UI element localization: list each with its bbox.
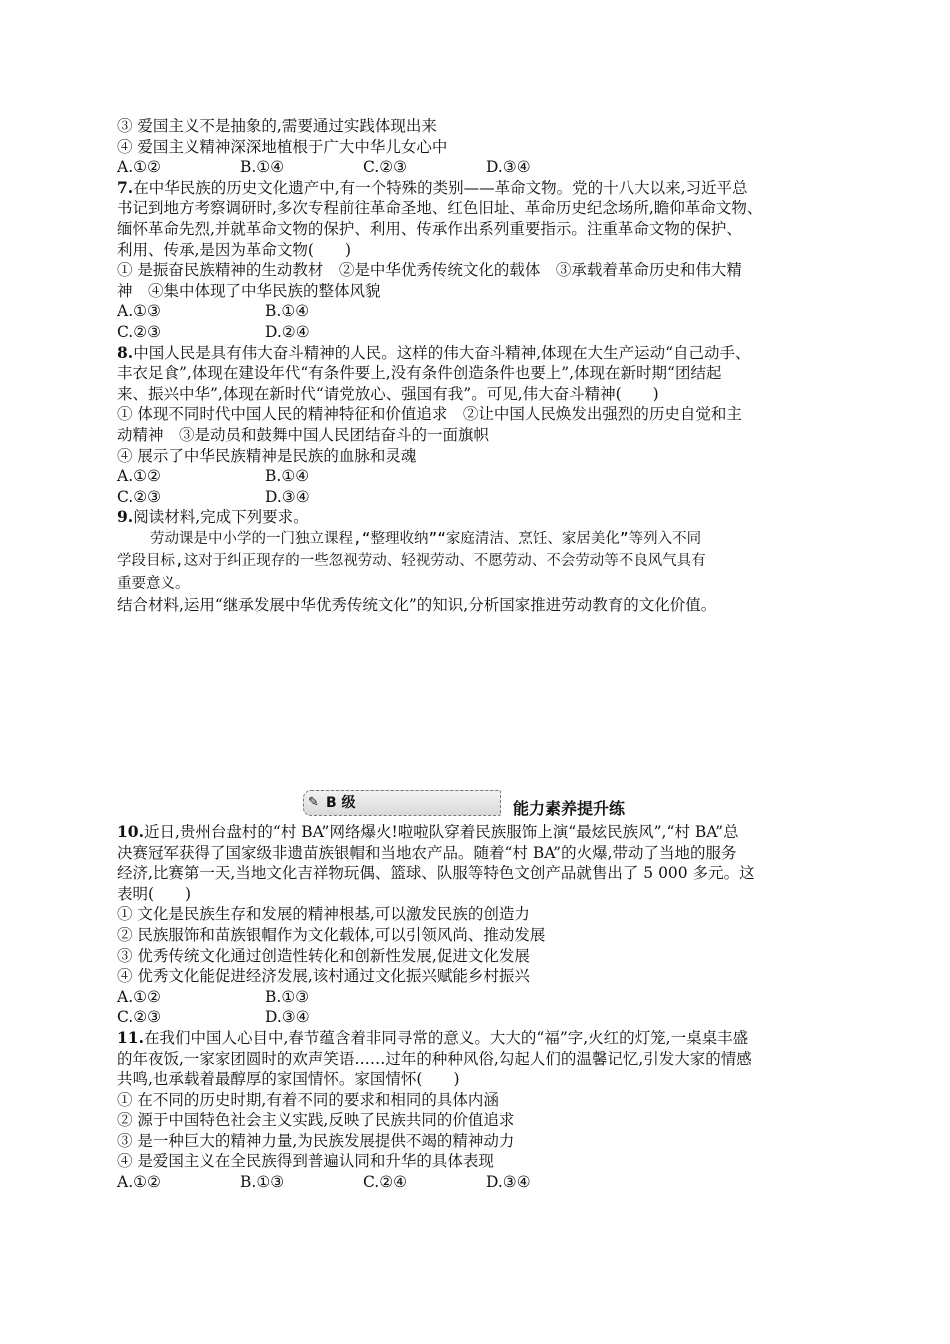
question-text: 在我们中国人心目中,春节蕴含着非同寻常的意义。大大的“福”字,火红的灯笼,一桌桌丰盛 [143,1028,749,1047]
question-10-statement: ① 文化是民族生存和发展的精神根基,可以激发民族的创造力 [117,905,530,924]
option-b: B.①③ [265,987,310,1006]
section-b-header [117,788,833,822]
question-11-statement: ④ 是爱国主义在全民族得到普遍认同和升华的具体表现 [117,1152,494,1171]
material-line: 学段目标,这对于纠正现存的一些忽视劳动、轻视劳动、不愿劳动、不会劳动等不良风气具有 [117,553,706,570]
question-text: 中国人民是具有伟大奋斗精神的人民。这样的伟大奋斗精神,体现在大生产运动“自己动手、 [133,343,751,362]
question-8-statement: ④ 展示了中华民族精神是民族的血脉和灵魂 [117,446,417,465]
question-8-line: 来、振兴中华”,体现在新时代“请党放心、强国有我”。可见,伟大奋斗精神( ) [117,384,659,403]
question-8-line: 丰衣足食”,体现在建设年代“有条件要上,没有条件创造条件也要上”,体现在新时期“团结起 [117,364,722,383]
question-11-line: 共鸣,也承载着最醇厚的家国情怀。家国情怀( ) [117,1070,460,1089]
option-a: A.①② [117,158,161,177]
pencil-icon: ✎ [308,794,319,810]
worksheet-content [117,116,833,1193]
question-text: 阅读材料,完成下列要求。 [133,508,309,527]
answer-options [117,1007,833,1028]
option-d: D.③④ [265,1008,310,1027]
answer-options [117,157,833,178]
question-10-statement: ③ 优秀传统文化通过创造性转化和创新性发展,促进文化发展 [117,946,530,965]
question-9-material [117,528,833,596]
option-b: B.①④ [265,302,310,321]
question-number: 10. [117,821,144,841]
question-9-task: 结合材料,运用“继承发展中华优秀传统文化”的知识,分析国家推进劳动教育的文化价值。 [117,596,717,615]
answer-options [117,322,833,343]
option-b: B.①④ [265,467,310,486]
question-10-line: 表明( ) [117,884,192,903]
question-8-line [117,343,833,364]
question-7-line: 利用、传承,是因为革命文物( ) [117,240,352,259]
question-7-line: 缅怀革命先烈,并就革命文物的保护、利用、传承作出系列重要指示。注重革命文物的保护、 [117,219,742,238]
question-11-statement: ② 源于中国特色社会主义实践,反映了民族共同的价值追求 [117,1111,515,1130]
question-number: 9. [117,507,134,527]
answer-options [117,487,833,508]
material-line: 重要意义。 [117,575,190,592]
question-number: 11. [117,1027,144,1047]
answer-options [117,987,833,1008]
option-d: D.③④ [486,1173,531,1192]
question-11-statement: ① 在不同的历史时期,有着不同的要求和相同的具体内涵 [117,1090,499,1109]
question-7-line [117,178,833,199]
answer-options [117,1172,833,1193]
answer-options [117,466,833,487]
question-number: 8. [117,342,134,362]
question-7-statement: ① 是振奋民族精神的生动教材 ②是中华优秀传统文化的载体 ③承载着革命历史和伟大精 [117,261,742,280]
option-d: D.②④ [265,322,310,341]
answer-space [117,616,833,788]
answer-options [117,301,833,322]
question-10-line [117,822,833,843]
option-c: C.②④ [363,1173,408,1192]
statement-3: ③ 爱国主义不是抽象的,需要通过实践体现出来 [117,117,437,135]
section-b-label: B 级 [326,794,356,811]
option-a: A.①② [117,1173,161,1192]
option-b: B.①③ [240,1173,285,1192]
option-d: D.③④ [486,158,531,177]
question-text: 近日,贵州台盘村的“村 BA”网络爆火!啦啦队穿着民族服饰上演“最炫民族风”,“村 BA”总 [143,822,739,841]
material-line: 劳动课是中小学的一门独立课程,“整理收纳”“家庭清洁、烹饪、家居美化”等列入不同 [150,530,702,547]
question-7-statement: 神 ④集中体现了中华民族的整体风貌 [117,281,381,300]
question-text: 在中华民族的历史文化遗产中,有一个特殊的类别——革命文物。党的十八大以来,习近平总 [133,178,748,197]
question-7-line: 书记到地方考察调研时,多次专程前往革命圣地、红色旧址、革命历史纪念场所,瞻仰革命文物、 [117,199,763,218]
question-number: 7. [117,177,134,197]
option-c: C.②③ [117,487,162,506]
option-b: B.①④ [240,158,285,177]
option-d: D.③④ [265,487,310,506]
option-a: A.①② [117,987,161,1006]
question-9-line [117,507,833,528]
question-10-statement: ② 民族服饰和苗族银帽作为文化载体,可以引领风尚、推动发展 [117,925,546,944]
question-11-line [117,1028,833,1049]
question-10-line: 决赛冠军获得了国家级非遗苗族银帽和当地农产品。随着“村 BA”的火爆,带动了当地的服务 [117,843,737,862]
section-b-tag [303,790,501,816]
option-c: C.②③ [117,1008,162,1027]
option-c: C.②③ [363,158,408,177]
question-8-statement: ① 体现不同时代中国人民的精神特征和价值追求 ②让中国人民焕发出强烈的历史自觉和主 [117,405,742,424]
option-a: A.①③ [117,302,161,321]
question-11-statement: ③ 是一种巨大的精神力量,为民族发展提供不竭的精神动力 [117,1131,515,1150]
option-a: A.①② [117,467,161,486]
question-8-statement: 动精神 ③是动员和鼓舞中国人民团结奋斗的一面旗帜 [117,425,490,444]
statement-4: ④ 爱国主义精神深深地植根于广大中华儿女心中 [117,137,448,156]
question-10-line: 经济,比赛第一天,当地文化吉祥物玩偶、篮球、队服等特色文创产品就售出了 5 000 多元。这 [117,864,755,883]
section-b-title: 能力素养提升练 [513,798,626,818]
question-11-line: 的年夜饭,一家家团圆时的欢声笑语……过年的种种风俗,勾起人们的温馨记忆,引发大家的情感 [117,1049,752,1068]
option-c: C.②③ [117,322,162,341]
question-10-statement: ④ 优秀文化能促进经济发展,该村通过文化振兴赋能乡村振兴 [117,967,530,986]
